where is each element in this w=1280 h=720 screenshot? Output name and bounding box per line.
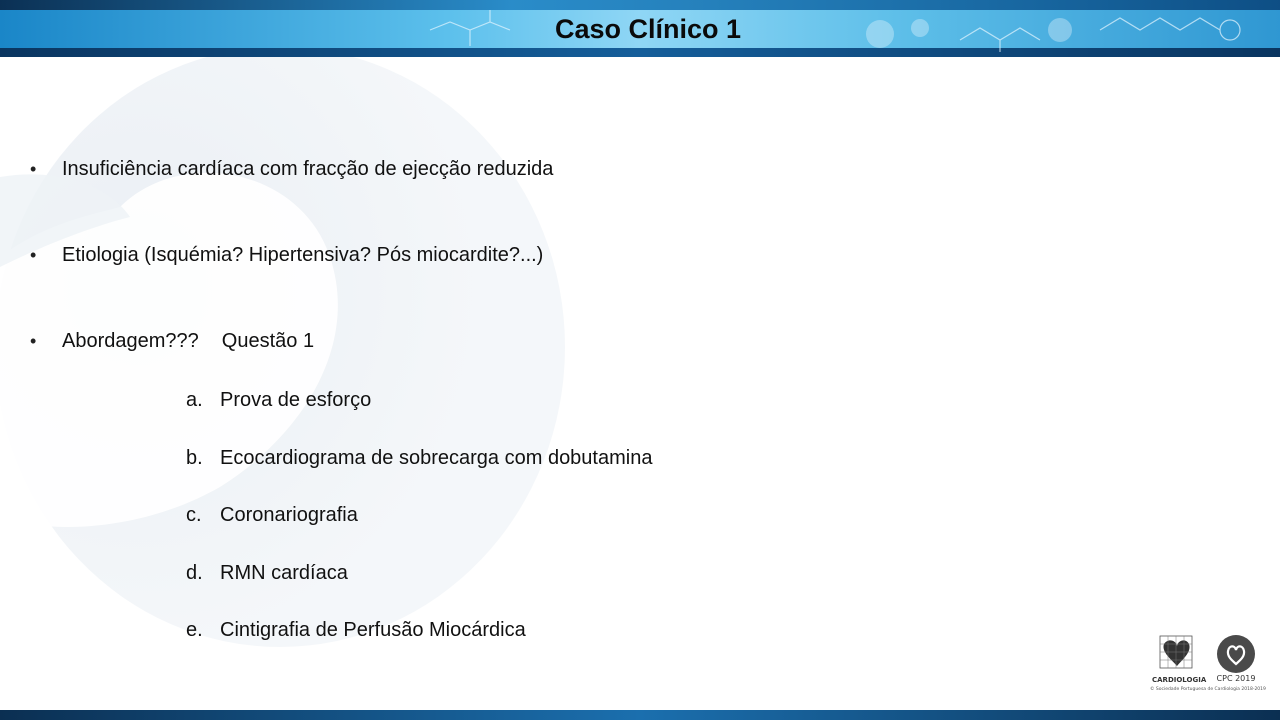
option-text: Ecocardiograma de sobrecarga com dobutamina xyxy=(220,446,653,469)
spc-logo-icon xyxy=(1160,636,1192,668)
question-label: Questão 1 xyxy=(221,329,315,352)
spc-logo-text: CARDIOLOGIA xyxy=(1152,676,1207,684)
bullet-marker: • xyxy=(30,158,37,179)
option-text: Prova de esforço xyxy=(220,388,372,411)
option-letter: c. xyxy=(186,503,202,526)
option-letter: a. xyxy=(186,388,203,411)
option-item xyxy=(186,500,358,530)
bullet-text: Etiologia (Isquémia? Hipertensiva? Pós miocardite?...) xyxy=(62,243,544,266)
option-letter: b. xyxy=(186,446,203,469)
option-item xyxy=(186,443,652,473)
bullet-marker: • xyxy=(30,330,37,351)
bullet-item-diagnosis xyxy=(30,154,553,184)
option-item xyxy=(186,558,348,588)
option-text: RMN cardíaca xyxy=(220,561,348,584)
cpc-logo-icon xyxy=(1217,635,1255,673)
option-item xyxy=(186,615,526,645)
footer-strip xyxy=(0,710,1280,720)
option-letter: e. xyxy=(186,618,203,641)
bullet-marker: • xyxy=(30,244,37,265)
option-text: Cintigrafia de Perfusão Miocárdica xyxy=(220,618,526,641)
copyright-text: © Sociedade Portuguesa de Cardiologia 2018-2019 xyxy=(1150,687,1266,692)
option-text: Coronariografia xyxy=(220,503,358,526)
option-letter: d. xyxy=(186,561,203,584)
bullet-item-approach xyxy=(30,326,314,356)
bullet-text: Insuficiência cardíaca com fracção de ejecção reduzida xyxy=(62,157,554,180)
header-banner xyxy=(0,0,1280,57)
bullet-text: Abordagem??? xyxy=(62,329,199,352)
slide-title: Caso Clínico 1 xyxy=(554,14,742,44)
bullet-item-etiology xyxy=(30,240,543,270)
option-item xyxy=(186,385,371,415)
cpc-logo-text: CPC 2019 xyxy=(1216,674,1256,683)
